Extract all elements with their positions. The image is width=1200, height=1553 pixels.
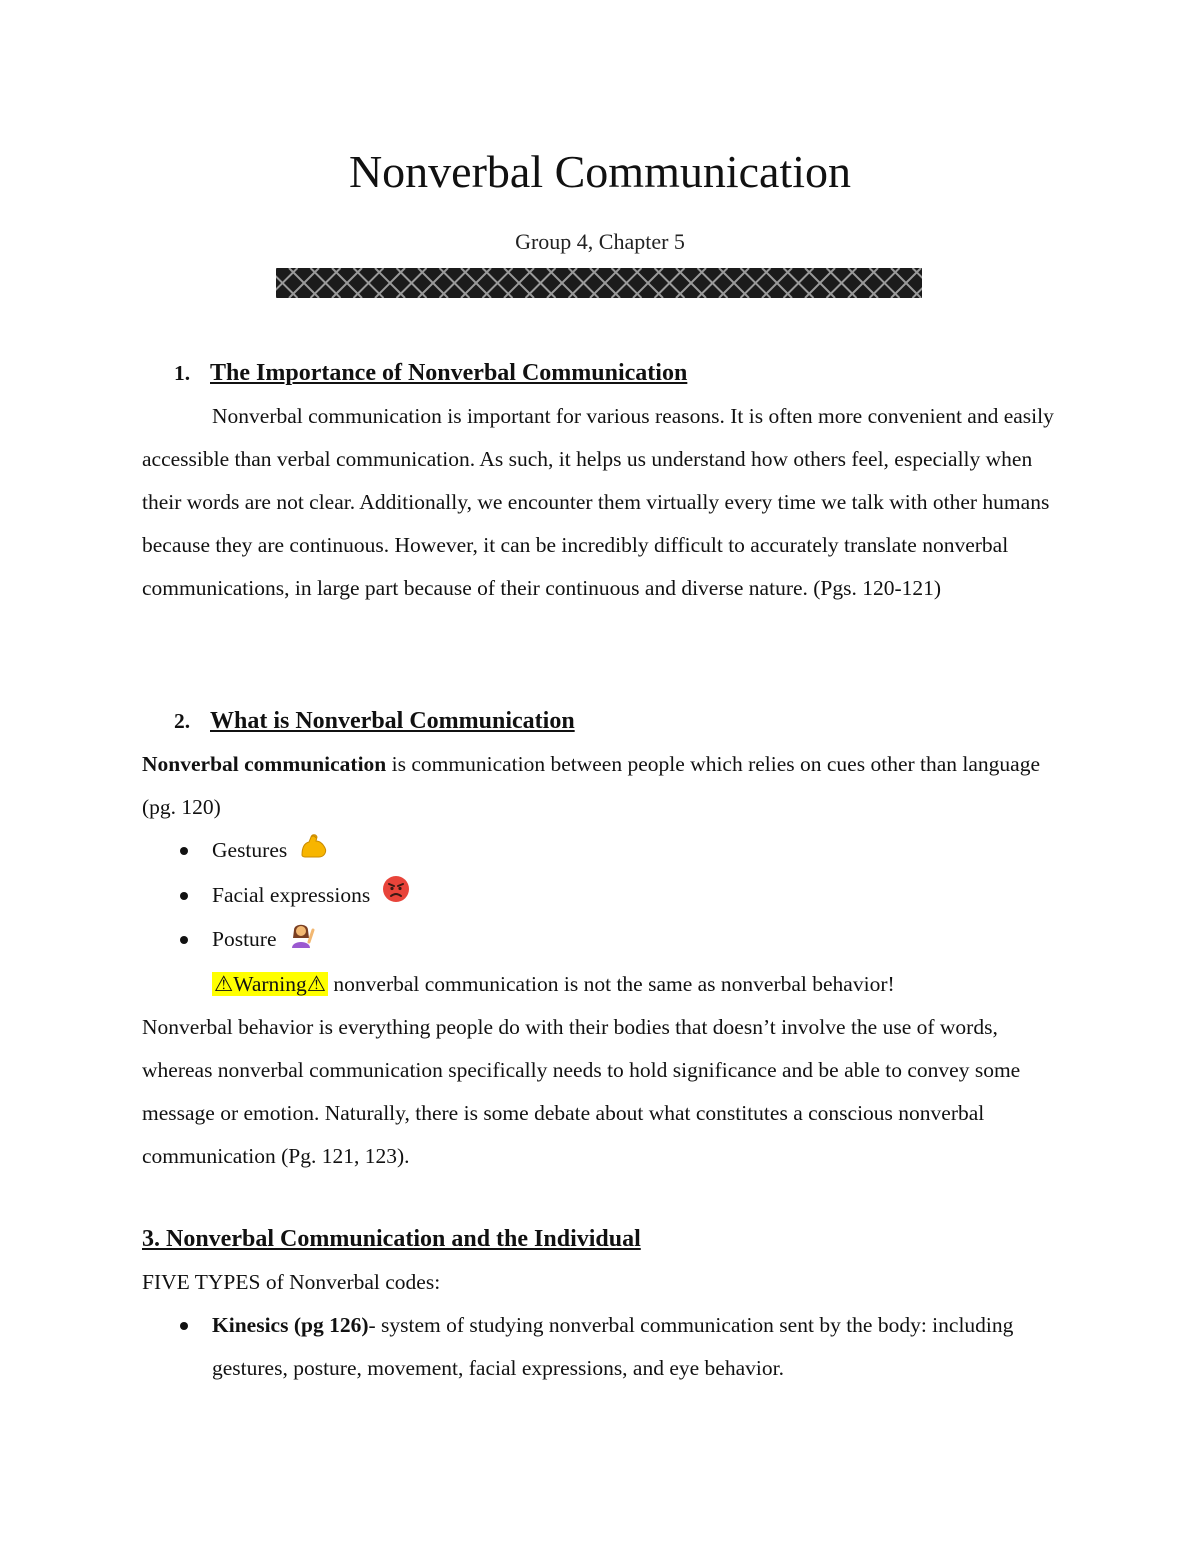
list-item-label: Gestures [212, 838, 288, 862]
bullet-dot [180, 936, 188, 944]
list-item [142, 1304, 1062, 1390]
section-heading-row [142, 352, 1062, 395]
bullet-dot [180, 1322, 188, 1330]
cue-list [142, 829, 1062, 963]
person-raising-hand-icon [288, 920, 316, 963]
list-item-label: Facial expressions [212, 882, 371, 907]
warning-line [142, 963, 1062, 1006]
section-paragraph: Nonverbal behavior is everything people do with their bodies that doesn’t involve the use of words, whereas nonverbal communication specifically needs to hold significance and be able to convey some message or emotion. Naturally, there is some debate about what constitutes a conscious nonverbal communication (Pg. 121, 123). [142, 1014, 1021, 1168]
definition-text: is communication between people which relies on cues other than language (pg. 120) [142, 752, 1041, 819]
code-list [142, 1304, 1062, 1390]
angry-face-icon [382, 875, 410, 918]
bullet-dot [180, 847, 188, 855]
section-heading-row [142, 700, 1062, 743]
list-item-text: - system of studying nonverbal communication sent by the body: including gestures, posture, movement, facial expressions, and eye behavior. [212, 1313, 1014, 1380]
definition-term: Nonverbal communication [142, 752, 387, 776]
warning-text: nonverbal communication is not the same as nonverbal behavior! [328, 971, 895, 996]
document-subtitle: Group 4, Chapter 5 [515, 229, 685, 254]
list-item [142, 829, 1062, 874]
section-heading: 3. Nonverbal Communication and the Individual [142, 1226, 641, 1252]
warning-label: ⚠Warning⚠ [214, 971, 327, 996]
document-title: Nonverbal Communication [348, 146, 852, 197]
flexed-biceps-icon [299, 831, 329, 874]
decorative-divider [276, 268, 922, 298]
definition-paragraph [142, 743, 1062, 829]
section-heading: What is Nonverbal Communication [210, 708, 575, 734]
bullet-dot [180, 892, 188, 900]
section-importance [142, 352, 1062, 610]
section-intro: FIVE TYPES of Nonverbal codes: [142, 1270, 441, 1294]
section-individual [142, 1218, 1062, 1390]
section-heading: The Importance of Nonverbal Communication [210, 360, 688, 386]
list-item-label: Posture [212, 927, 277, 952]
section-number: 2. [174, 709, 191, 733]
list-item-term: Kinesics (pg 126) [212, 1313, 369, 1337]
list-item [142, 874, 1062, 919]
section-paragraph: Nonverbal communication is important for various reasons. It is often more convenient and easily accessible than verbal communication. As such, it helps us understand how others feel, especially when their words are not clear. Additionally, we encounter them virtually every time we talk with other humans because they are continuous. However, it can be incredibly difficult to accurately translate nonverbal communications, in large part because of their continuous and diverse nature. (Pgs. 120-121) [142, 404, 1054, 600]
section-what-is [142, 700, 1062, 1178]
section-number: 1. [174, 361, 191, 385]
list-item [142, 918, 1062, 963]
